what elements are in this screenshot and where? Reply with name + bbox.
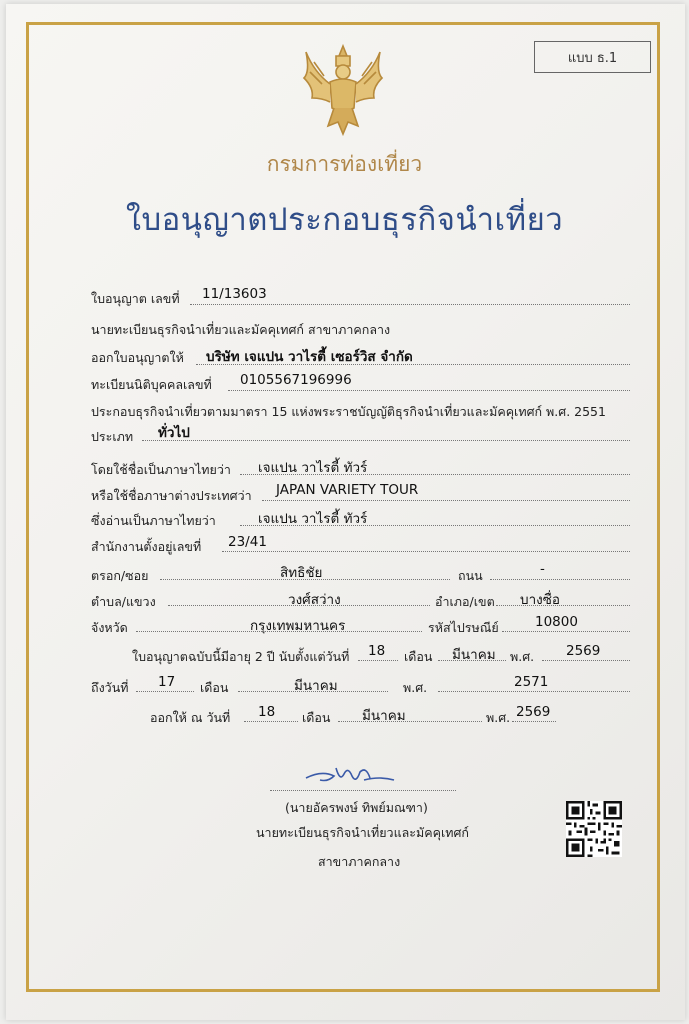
subdistrict-value: วงศ์สว่าง (288, 592, 341, 608)
valid-from-month: มีนาคม (452, 647, 496, 663)
issued-to-value: บริษัท เจแปน วาไรตี้ เซอร์วิส จำกัด (206, 349, 413, 365)
dotted-line (438, 691, 630, 692)
signatory-branch: สาขาภาคกลาง (318, 854, 401, 869)
thai-name-label: โดยใช้ชื่อเป็นภาษาไทยว่า (91, 462, 231, 477)
province-value: กรุงเทพมหานคร (250, 618, 346, 634)
dotted-line (160, 579, 450, 580)
office-label: สำนักงานตั้งอยู่เลขที่ (91, 539, 202, 554)
district-label: อำเภอ/เขต (435, 594, 495, 609)
reading-label: ซึ่งอ่านเป็นภาษาไทยว่า (91, 513, 216, 528)
form-code-box: แบบ ธ.1 (534, 41, 651, 73)
reg-no-label: ทะเบียนนิติบุคคลเลขที่ (91, 377, 212, 392)
dotted-line (196, 364, 630, 365)
month-label: เดือน (302, 710, 331, 725)
valid-to-year: 2571 (514, 674, 549, 690)
dotted-line (222, 551, 630, 552)
dotted-line (190, 304, 630, 305)
dotted-line (502, 631, 630, 632)
dotted-line (244, 721, 298, 722)
office-value: 23/41 (228, 534, 267, 550)
signature-icon (300, 758, 400, 788)
foreign-name-label: หรือใช้ชื่อภาษาต่างประเทศว่า (91, 488, 252, 503)
dotted-line (338, 721, 482, 722)
month-label: เดือน (200, 680, 229, 695)
road-value: - (540, 561, 545, 577)
dotted-line (240, 474, 630, 475)
law-line: ประกอบธุรกิจนำเที่ยวตามมาตรา 15 แห่งพระราชบัญญัติธุรกิจนำเที่ยวและมัคคุเทศก์ พ.ศ. 2551 (91, 404, 606, 419)
soi-value: สิทธิชัย (280, 565, 323, 581)
reading-value: เจแปน วาไรตี้ ทัวร์ (258, 511, 368, 527)
signatory-position: นายทะเบียนธุรกิจนำเที่ยวและมัคคุเทศก์ (256, 825, 469, 840)
dotted-line (228, 390, 630, 391)
registrar-line: นายทะเบียนธุรกิจนำเที่ยวและมัคคุเทศก์ สาขาภาคกลาง (91, 322, 391, 337)
dotted-line (168, 605, 430, 606)
postal-label: รหัสไปรษณีย์ (428, 620, 499, 635)
district-value: บางซื่อ (520, 592, 561, 608)
issued-day: 18 (258, 704, 276, 720)
garuda-emblem-icon (300, 42, 386, 138)
subdistrict-label: ตำบล/แขวง (91, 594, 156, 609)
license-no-label: ใบอนุญาต เลขที่ (91, 291, 180, 306)
province-label: จังหวัด (91, 620, 128, 635)
valid-to-day: 17 (158, 674, 176, 690)
dotted-line (136, 691, 194, 692)
road-label: ถนน (458, 568, 483, 583)
dotted-line (262, 500, 630, 501)
qr-code-icon (566, 801, 622, 857)
valid-from-year: 2569 (566, 643, 601, 659)
issued-month: มีนาคม (362, 708, 406, 724)
dotted-line (496, 605, 630, 606)
valid-to-month: มีนาคม (294, 678, 338, 694)
dotted-line (142, 440, 630, 441)
dotted-line (136, 631, 422, 632)
dotted-line (490, 579, 630, 580)
reg-no-value: 0105567196996 (240, 372, 352, 388)
year-label: พ.ศ. (486, 710, 511, 725)
signature-line (270, 790, 456, 791)
month-label: เดือน (404, 649, 433, 664)
validity-label: ใบอนุญาตฉบับนี้มีอายุ 2 ปี นับตั้งแต่วันที่ (132, 649, 350, 664)
type-label: ประเภท (91, 429, 134, 444)
dotted-line (358, 660, 398, 661)
year-label: พ.ศ. (403, 680, 428, 695)
soi-label: ตรอก/ซอย (91, 568, 149, 583)
license-no-value: 11/13603 (202, 286, 267, 302)
issued-to-label: ออกใบอนุญาตให้ (91, 350, 184, 365)
valid-from-day: 18 (368, 643, 386, 659)
postal-value: 10800 (535, 614, 578, 630)
dotted-line (240, 525, 630, 526)
thai-name-value: เจแปน วาไรตี้ ทัวร์ (258, 460, 368, 476)
dotted-line (438, 660, 506, 661)
issued-on-label: ออกให้ ณ วันที่ (150, 710, 231, 725)
signatory-name: (นายอัครพงษ์ ทิพย์มณฑา) (285, 800, 428, 815)
dotted-line (512, 721, 556, 722)
document-title: ใบอนุญาตประกอบธุรกิจนำเที่ยว (125, 202, 564, 238)
foreign-name-value: JAPAN VARIETY TOUR (276, 482, 419, 498)
dotted-line (542, 660, 630, 661)
year-label: พ.ศ. (510, 649, 535, 664)
until-label: ถึงวันที่ (91, 680, 129, 695)
type-value: ทั่วไป (158, 425, 190, 441)
dotted-line (238, 691, 388, 692)
department-name: กรมการท่องเที่ยว (266, 152, 423, 176)
issued-year: 2569 (516, 704, 551, 720)
